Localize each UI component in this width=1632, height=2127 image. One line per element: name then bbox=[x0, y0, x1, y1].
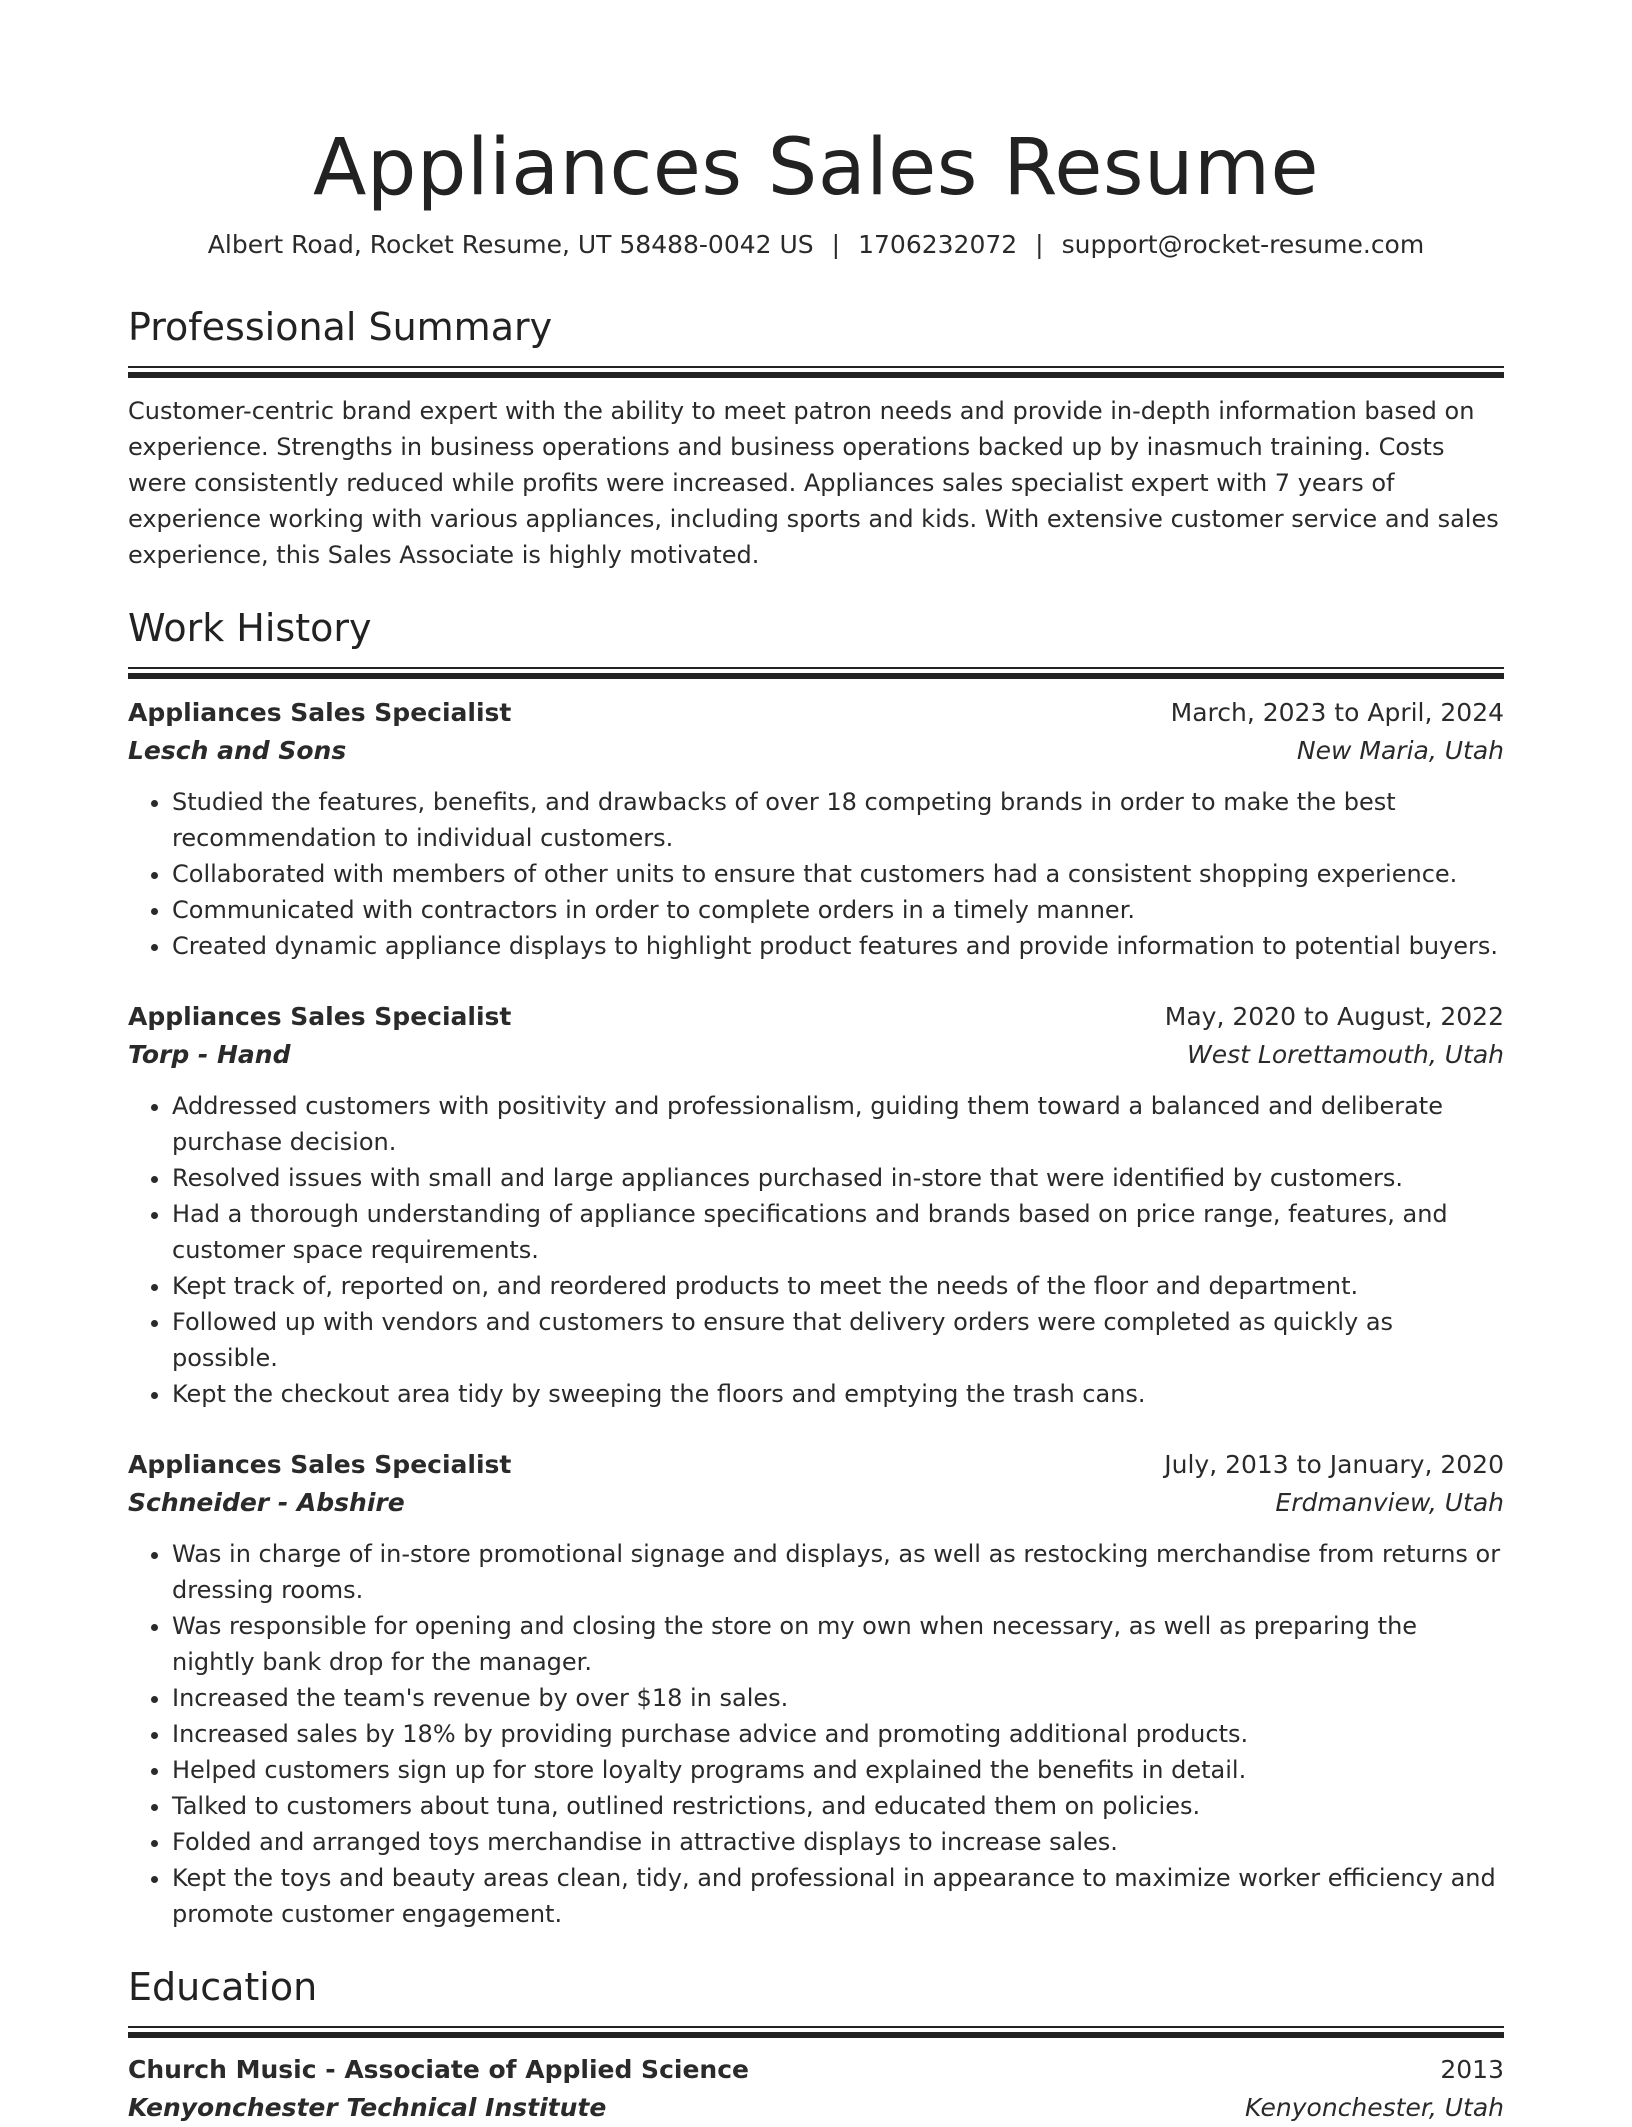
job-entry bbox=[128, 1446, 1504, 1932]
job-company: Schneider - Abshire bbox=[128, 1488, 405, 1517]
work-heading: Work History bbox=[128, 606, 372, 650]
summary-heading: Professional Summary bbox=[128, 305, 553, 349]
job-company-row bbox=[128, 732, 1504, 770]
list-item: • Created dynamic appliance displays to highlight product features and provide information to potential buyers. bbox=[172, 928, 1504, 964]
job-dates: May, 2020 to August, 2022 bbox=[1164, 1002, 1504, 1031]
list-item: • Folded and arranged toys merchandise in attractive displays to increase sales. bbox=[172, 1824, 1504, 1860]
education-heading: Education bbox=[128, 1965, 318, 2009]
education-header-row bbox=[128, 2051, 1504, 2089]
education-degree: Church Music - Associate of Applied Science bbox=[128, 2055, 749, 2084]
job-company-row bbox=[128, 1036, 1504, 1074]
contact-separator: | bbox=[1035, 230, 1044, 259]
job-entry bbox=[128, 694, 1504, 964]
job-company: Lesch and Sons bbox=[128, 736, 347, 765]
job-bullet-list bbox=[128, 1088, 1504, 1412]
job-location: New Maria, Utah bbox=[1296, 736, 1504, 765]
contact-email: support@rocket-resume.com bbox=[1061, 230, 1425, 259]
education-location: Kenyonchester, Utah bbox=[1245, 2093, 1504, 2122]
list-item: • Communicated with contractors in order to complete orders in a timely manner. bbox=[172, 892, 1504, 928]
list-item: • Was responsible for opening and closing the store on my own when necessary, as well as preparing the nightly bank drop for the manager. bbox=[172, 1608, 1504, 1680]
job-header-row bbox=[128, 694, 1504, 732]
job-entry bbox=[128, 998, 1504, 1412]
list-item: • Kept the toys and beauty areas clean, tidy, and professional in appearance to maximize worker efficiency and promote customer engagement. bbox=[172, 1860, 1504, 1932]
list-item: • Was in charge of in-store promotional signage and displays, as well as restocking merchandise from returns or dressing rooms. bbox=[172, 1536, 1504, 1608]
job-bullet-list bbox=[128, 1536, 1504, 1932]
job-header-row bbox=[128, 998, 1504, 1036]
summary-section-header bbox=[128, 302, 1504, 371]
list-item: • Studied the features, benefits, and drawbacks of over 18 competing brands in order to make the best recommendation to individual customers. bbox=[172, 784, 1504, 856]
section-divider bbox=[128, 2026, 1504, 2031]
list-item: • Resolved issues with small and large appliances purchased in-store that were identified by customers. bbox=[172, 1160, 1504, 1196]
list-item: • Followed up with vendors and customers to ensure that delivery orders were completed as quickly as possible. bbox=[172, 1304, 1504, 1376]
contact-separator: | bbox=[831, 230, 841, 259]
education-school-row bbox=[128, 2089, 1504, 2127]
job-title: Appliances Sales Specialist bbox=[128, 698, 512, 727]
contact-phone: 1706232072 bbox=[858, 230, 1018, 259]
contact-address: Albert Road, Rocket Resume, UT 58488-0042 US bbox=[207, 230, 814, 259]
job-dates: March, 2023 to April, 2024 bbox=[1170, 698, 1504, 727]
contact-line bbox=[128, 228, 1504, 262]
job-dates: July, 2013 to January, 2020 bbox=[1164, 1450, 1504, 1479]
resume-title: Appliances Sales Resume bbox=[313, 123, 1319, 213]
list-item: • Kept the checkout area tidy by sweeping the floors and emptying the trash cans. bbox=[172, 1376, 1504, 1412]
list-item: • Kept track of, reported on, and reordered products to meet the needs of the floor and department. bbox=[172, 1268, 1504, 1304]
education-school: Kenyonchester Technical Institute bbox=[128, 2093, 607, 2122]
job-company: Torp - Hand bbox=[128, 1040, 291, 1069]
education-entry bbox=[128, 2051, 1504, 2127]
summary-text: Customer-centric brand expert with the ability to meet patron needs and provide in-depth information based on experience. Strengths in business operations and business operations backed up by inasmuch training. Costs were consistently reduced while profits were increased. Appliances sales specialist expert with 7 years of experience working with various appliances, including sports and kids. With extensive customer service and sales experience, this Sales Associate is highly motivated. bbox=[128, 397, 1499, 569]
education-section-header bbox=[128, 1962, 1504, 2031]
job-bullet-list bbox=[128, 784, 1504, 964]
list-item: • Had a thorough understanding of appliance specifications and brands based on price range, features, and customer space requirements. bbox=[172, 1196, 1504, 1268]
job-location: Erdmanview, Utah bbox=[1275, 1488, 1504, 1517]
job-title: Appliances Sales Specialist bbox=[128, 1002, 512, 1031]
work-section-header bbox=[128, 603, 1504, 672]
job-company-row bbox=[128, 1484, 1504, 1522]
job-header-row bbox=[128, 1446, 1504, 1484]
job-location: West Lorettamouth, Utah bbox=[1187, 1040, 1504, 1069]
education-year: 2013 bbox=[1440, 2055, 1504, 2084]
job-title: Appliances Sales Specialist bbox=[128, 1450, 512, 1479]
list-item: • Talked to customers about tuna, outlined restrictions, and educated them on policies. bbox=[172, 1788, 1504, 1824]
section-divider bbox=[128, 366, 1504, 371]
list-item: • Helped customers sign up for store loyalty programs and explained the benefits in detail. bbox=[172, 1752, 1504, 1788]
section-divider bbox=[128, 667, 1504, 672]
list-item: • Addressed customers with positivity and professionalism, guiding them toward a balanced and deliberate purchase decision. bbox=[172, 1088, 1504, 1160]
list-item: • Increased sales by 18% by providing purchase advice and promoting additional products. bbox=[172, 1716, 1504, 1752]
list-item: • Increased the team's revenue by over $18 in sales. bbox=[172, 1680, 1504, 1716]
list-item: • Collaborated with members of other units to ensure that customers had a consistent shopping experience. bbox=[172, 856, 1504, 892]
